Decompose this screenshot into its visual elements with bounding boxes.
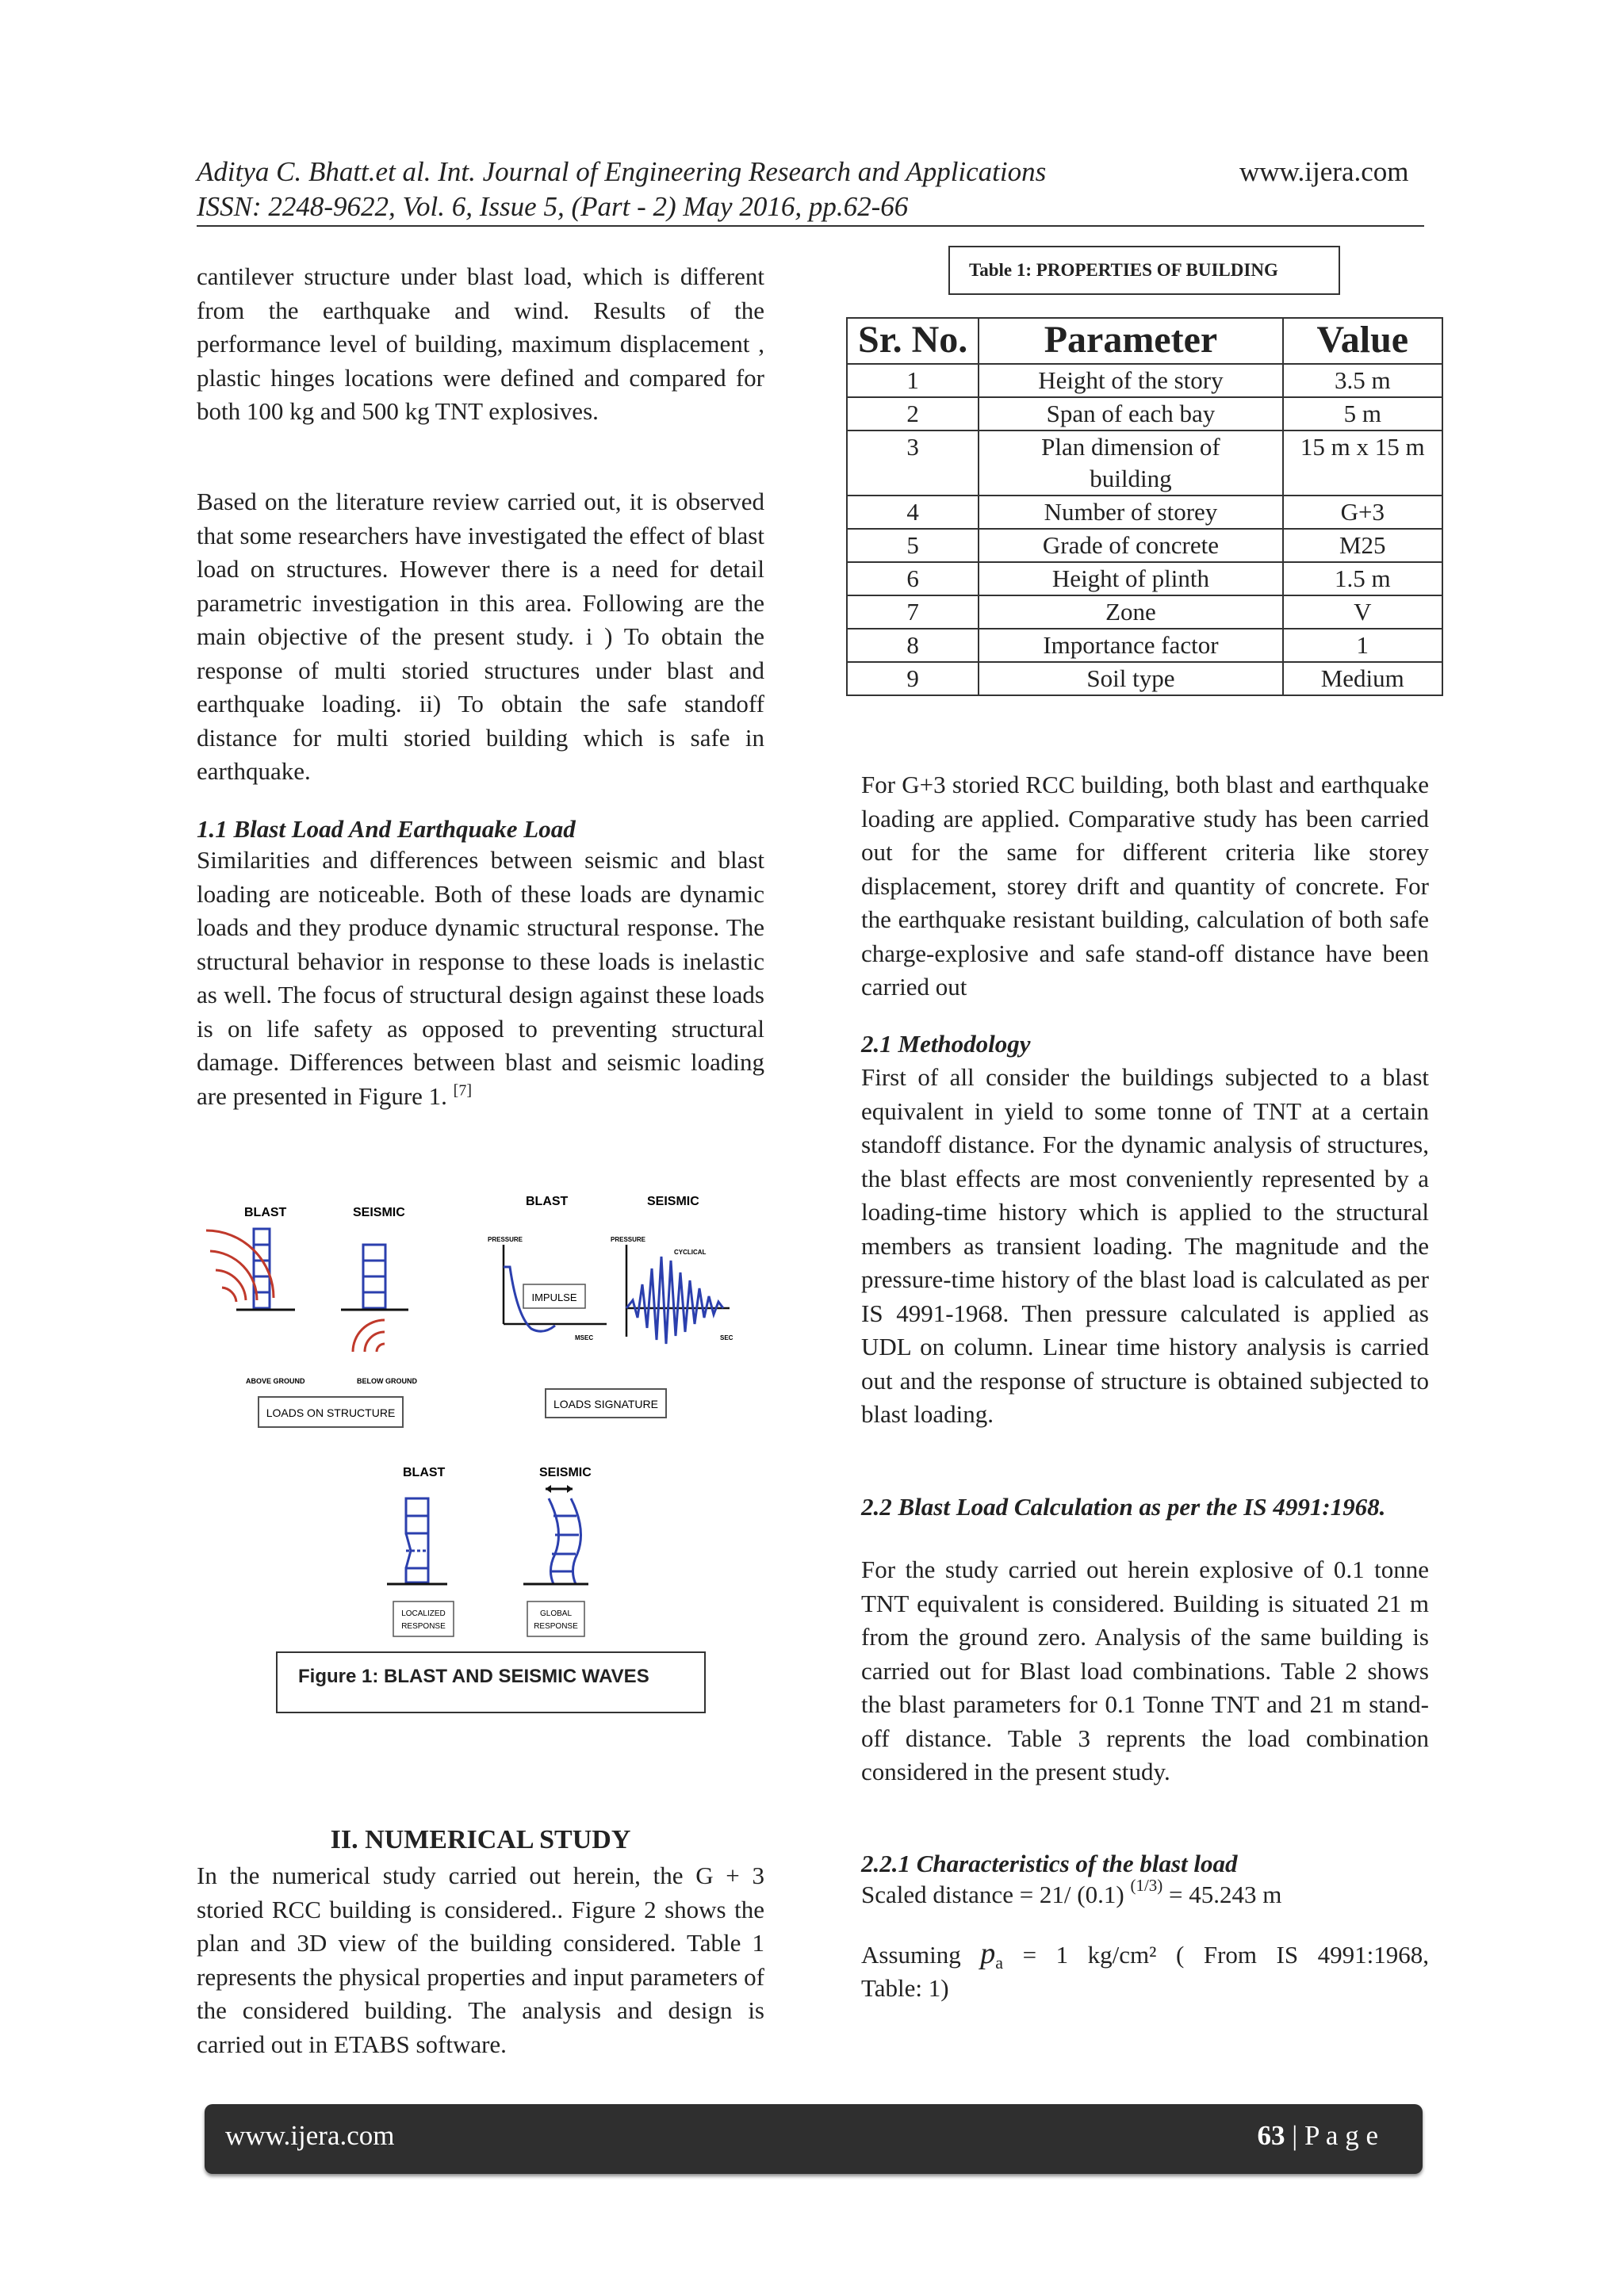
blast-pressure-graph [488,1236,607,1341]
cell-sr: 7 [847,595,979,629]
scaled-distance-line [861,1875,1282,1911]
right-paragraph-2: First of all consider the buildings subjected to a blast equivalent in yield to some tonne of TNT at a certain standoff distance. For the dynamic analysis of structures, the blast effects are most conveniently represented by a loading-time history which is applied to the structural members as transient loading. The magnitude and the pressure-time history of the blast load is calculated as per IS 4991-1968. Then pressure calculated is applied as UDL on column. Linear time history analysis is carried out and the response of structure is obtained subjected to blast loading. [861,1063,1429,1428]
header-website: www.ijera.com [1239,156,1409,187]
table-1-caption: Table 1: PROPERTIES OF BUILDING [948,246,1340,295]
table-row [847,397,1442,430]
cell-parameter: Grade of concrete [979,529,1282,562]
table-properties-of-building [846,317,1443,696]
journal-title: Aditya C. Bhatt.et al. Int. Journal of Engineering Research and Applications [197,156,1047,187]
loads-signature-label: LOADS SIGNATURE [553,1398,658,1410]
header-value: Value [1283,318,1442,364]
section-2-heading: II. NUMERICAL STUDY [330,1825,631,1854]
pressure-label-1: PRESSURE [488,1236,523,1243]
right-paragraph-1: For G+3 storied RCC building, both blast and earthquake loading are applied. Comparative study has been carried out for the same for different criteria like storey displacement, storey drift and quantity of concrete. For the earthquake resistant building, calculation of both safe charge-explosive and safe stand-off distance have been carried out [861,771,1429,1001]
global-label: GLOBAL [539,1609,573,1618]
table-row [847,430,1442,496]
scaled-distance-exponent: (1/3) [1130,1875,1163,1895]
cell-sr: 1 [847,364,979,397]
page-number-value: 63 [1257,2120,1285,2151]
cell-parameter: Importance factor [979,629,1282,662]
cell-parameter: Height of the story [979,364,1282,397]
section-2-2-1-heading: 2.2.1 Characteristics of the blast load [861,1850,1238,1877]
pressure-label-2: PRESSURE [611,1236,646,1243]
cell-sr: 5 [847,529,979,562]
table-row [847,595,1442,629]
localized-label: LOCALIZED [401,1609,446,1618]
table-row [847,529,1442,562]
table-row [847,496,1442,529]
global-response-label: RESPONSE [534,1622,578,1631]
cell-parameter: Soil type [979,662,1282,695]
left-paragraph-1: cantilever structure under blast load, which is different from the earthquake and wind. Results of the performance level of building, maximum displacement , plastic hinges locations were defined and compared for both 100 kg and 500 kg TNT explosives. [197,262,764,425]
section-2-2-heading: 2.2 Blast Load Calculation as per the IS 4991:1968. [861,1493,1386,1521]
fig-blast-label-3: BLAST [403,1466,446,1479]
left-paragraph-2: Based on the literature review carried out, it is observed that some researchers have investigated the effect of blast load on structures. However there is a need for detail parametric investigation in this area. Following are the main objective of the present study. i ) To obtain the response of multi storied structures under blast and earthquake loading. ii) To obtain the safe standoff distance for multi storied building which is safe in earthquake. [197,488,764,785]
left-paragraph-4: In the numerical study carried out herein, the G + 3 storied RCC building is considered.. Figure 2 shows the plan and 3D view of the building considered. Table 1 represents the physical properties and input parameters of the considered building. The analysis and design is carried out in ETABS software. [197,1862,764,2058]
header-parameter: Parameter [979,318,1282,364]
localized-response-label: RESPONSE [401,1622,446,1631]
fig-seismic-label-2: SEISMIC [647,1195,699,1208]
assuming-table-ref: Table: 1) [861,1974,949,2002]
localized-response-icon [387,1498,454,1636]
pressure-symbol: p [980,1937,996,1970]
cell-value: 5 m [1283,397,1442,430]
table-row [847,629,1442,662]
citation-ref: [7] [453,1081,472,1100]
fig-seismic-label-3: SEISMIC [539,1466,592,1479]
global-response-icon [523,1485,588,1636]
p3-text: Similarities and differences between seismic and blast loading are noticeable. Both of these loads are dynamic loads and they produce dynamic structural response. The structural behavior in response to these loads is inelastic as well. The focus of structural design against these loads is on life safety as opposed to preventing structural damage. Differences between blast and seismic loading are presented in Figure 1. [197,846,764,1110]
cell-sr: 9 [847,662,979,695]
below-ground-label: BELOW GROUND [357,1377,417,1385]
cell-sr: 8 [847,629,979,662]
scaled-distance-result: = 45.243 m [1169,1881,1282,1908]
assuming-text: Assuming [861,1941,961,1969]
cell-value: V [1283,595,1442,629]
cell-sr: 6 [847,562,979,595]
impulse-label: IMPULSE [531,1292,577,1303]
section-2-1-heading: 2.1 Methodology [861,1030,1031,1058]
cell-value: 1.5 m [1283,562,1442,595]
footer-website: www.ijera.com [225,2120,395,2151]
cell-value: 1 [1283,629,1442,662]
fig-seismic-label-1: SEISMIC [353,1206,405,1219]
cell-sr: 3 [847,430,979,496]
cell-parameter: Number of storey [979,496,1282,529]
scaled-distance-text: Scaled distance = 21/ (0.1) [861,1881,1124,1908]
cell-sr: 4 [847,496,979,529]
blast-structure-icon [206,1229,295,1310]
cell-parameter: Plan dimension of building [979,430,1282,496]
section-1-1-heading: 1.1 Blast Load And Earthquake Load [197,815,576,843]
cyclical-label: CYCLICAL [674,1249,707,1256]
table-row [847,562,1442,595]
issn-line: ISSN: 2248-9622, Vol. 6, Issue 5, (Part - 2) May 2016, pp.62-66 [197,191,909,222]
header-rule [197,225,1424,227]
fig-blast-label-1: BLAST [244,1206,287,1219]
msec-label: MSEC [575,1334,594,1341]
cell-value: M25 [1283,529,1442,562]
sec-label: SEC [720,1334,733,1341]
table-row [847,662,1442,695]
table-header-row [847,318,1442,364]
loads-on-structure-label: LOADS ON STRUCTURE [266,1406,396,1419]
page-footer [205,2104,1423,2174]
cell-value: Medium [1283,662,1442,695]
cell-value: G+3 [1283,496,1442,529]
assuming-value: = 1 kg/cm² ( From IS 4991:1968, [1022,1941,1430,1969]
page-label: | P a g e [1285,2120,1378,2151]
cell-parameter: Height of plinth [979,562,1282,595]
seismic-structure-icon [341,1245,408,1352]
header-sr-no: Sr. No. [847,318,979,364]
cell-value: 3.5 m [1283,364,1442,397]
cell-value: 15 m x 15 m [1283,430,1442,496]
cell-sr: 2 [847,397,979,430]
right-paragraph-3: For the study carried out herein explosive of 0.1 tonne TNT equivalent is considered. Building is situated 21 m from the ground zero. Analysis of the same building is carried out for Blast load combinations. Table 2 shows the blast parameters for 0.1 Tonne TNT and 21 m stand-off distance. Table 3 reprents the load combination considered in the present study. [861,1556,1429,1785]
cell-parameter: Zone [979,595,1282,629]
figure-1-caption: Figure 1: BLAST AND SEISMIC WAVES [276,1651,706,1713]
seismic-pressure-graph [611,1236,733,1344]
figure-1-blast-seismic [206,1181,745,1705]
left-paragraph-3 [197,844,764,1113]
above-ground-label: ABOVE GROUND [246,1377,305,1385]
pressure-subscript: a [995,1953,1004,1973]
table-row [847,364,1442,397]
page-number [1258,2120,1379,2152]
cell-parameter: Span of each bay [979,397,1282,430]
fig-blast-label-2: BLAST [526,1195,569,1208]
